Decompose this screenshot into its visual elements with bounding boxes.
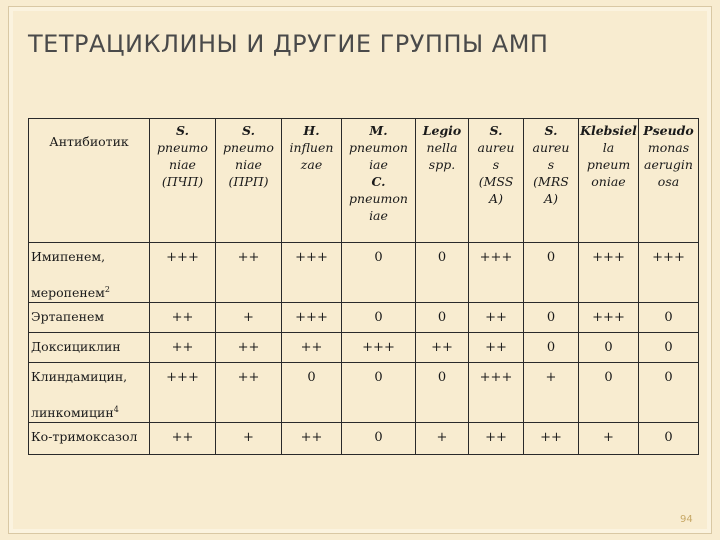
table-cell: 0 bbox=[342, 243, 416, 303]
table-cell: 0 bbox=[639, 363, 699, 423]
page-number: 94 bbox=[680, 514, 693, 525]
header-col-text: (MRS bbox=[533, 174, 569, 189]
header-col-species: S. bbox=[242, 123, 255, 138]
antibiotic-table bbox=[28, 118, 699, 455]
table-cell: 0 bbox=[639, 303, 699, 333]
table-cell: 0 bbox=[524, 333, 579, 363]
header-col bbox=[282, 119, 342, 243]
header-col-text: (ПЧП) bbox=[161, 174, 204, 189]
table-cell: ++ bbox=[150, 333, 216, 363]
table-cell: 0 bbox=[416, 303, 469, 333]
header-col bbox=[469, 119, 524, 243]
header-col-species: Pseudo bbox=[643, 123, 694, 138]
header-col-text: aerugin bbox=[644, 157, 693, 172]
table-cell: + bbox=[524, 363, 579, 423]
row-antibiotic-name: Ко-тримоксазол bbox=[29, 423, 150, 455]
table-cell: 0 bbox=[579, 333, 639, 363]
header-col-text: iae bbox=[369, 157, 388, 172]
header-col-species: H. bbox=[303, 123, 320, 138]
table-cell: 0 bbox=[524, 243, 579, 303]
header-col-text: spp. bbox=[428, 157, 456, 172]
table-cell: ++ bbox=[469, 423, 524, 455]
table-cell: ++ bbox=[469, 333, 524, 363]
table-cell: ++ bbox=[524, 423, 579, 455]
header-antibiotic: Антибиотик bbox=[29, 119, 150, 243]
header-col-text: aureu bbox=[477, 140, 515, 155]
header-col-text: influen bbox=[289, 140, 334, 155]
header-col-text: pneumo bbox=[223, 140, 274, 155]
table-cell: ++ bbox=[150, 303, 216, 333]
header-col-text: pneumon bbox=[349, 140, 408, 155]
table-cell: +++ bbox=[469, 363, 524, 423]
header-col-text: niae bbox=[235, 157, 262, 172]
header-col-text: (MSS bbox=[478, 174, 514, 189]
header-col-text: pneumon bbox=[349, 191, 408, 206]
header-col-text: aureu bbox=[532, 140, 570, 155]
table-body bbox=[29, 243, 699, 455]
header-col bbox=[579, 119, 639, 243]
header-col-text: pneumo bbox=[157, 140, 208, 155]
table-row bbox=[29, 303, 699, 333]
header-col-text: nella bbox=[426, 140, 458, 155]
header-col-text: A) bbox=[489, 191, 503, 206]
table-cell: ++ bbox=[150, 423, 216, 455]
header-col-species: S. bbox=[176, 123, 189, 138]
table-cell: 0 bbox=[342, 423, 416, 455]
table-cell: + bbox=[216, 423, 282, 455]
table-cell: 0 bbox=[342, 303, 416, 333]
header-col-text: s bbox=[547, 157, 555, 172]
header-col-text: s bbox=[492, 157, 500, 172]
header-col-text: zae bbox=[300, 157, 323, 172]
table-row bbox=[29, 423, 699, 455]
row-antibiotic-name: Эртапенем bbox=[29, 303, 150, 333]
header-col-text: osa bbox=[657, 174, 680, 189]
table-row bbox=[29, 363, 699, 423]
row-antibiotic-name: Имипенем, меропенем$^2$ bbox=[29, 243, 150, 303]
header-col-text: A) bbox=[544, 191, 558, 206]
table-cell: +++ bbox=[579, 243, 639, 303]
header-col-text: (ПРП) bbox=[228, 174, 269, 189]
header-col bbox=[342, 119, 416, 243]
table-cell: 0 bbox=[342, 363, 416, 423]
slide-title: ТЕТРАЦИКЛИНЫ И ДРУГИЕ ГРУППЫ АМП bbox=[28, 30, 549, 58]
table-cell: + bbox=[416, 423, 469, 455]
table-cell: +++ bbox=[150, 243, 216, 303]
table-cell: + bbox=[579, 423, 639, 455]
table-cell: 0 bbox=[416, 243, 469, 303]
header-col bbox=[524, 119, 579, 243]
table-cell: ++ bbox=[282, 333, 342, 363]
table-cell: +++ bbox=[579, 303, 639, 333]
header-col bbox=[150, 119, 216, 243]
table-cell: +++ bbox=[639, 243, 699, 303]
table-cell: 0 bbox=[524, 303, 579, 333]
header-col bbox=[216, 119, 282, 243]
table-cell: 0 bbox=[416, 363, 469, 423]
header-col-text: oniae bbox=[591, 174, 626, 189]
header-row bbox=[29, 119, 699, 243]
header-col-species: M. bbox=[369, 123, 388, 138]
table-cell: 0 bbox=[579, 363, 639, 423]
table-cell: ++ bbox=[216, 333, 282, 363]
table-cell: ++ bbox=[282, 423, 342, 455]
header-col-species: Klebsiel bbox=[580, 123, 637, 138]
table-cell: 0 bbox=[639, 423, 699, 455]
table-row bbox=[29, 243, 699, 303]
header-col-text: pneum bbox=[586, 157, 631, 172]
header-col-text: iae bbox=[369, 208, 388, 223]
table-cell: +++ bbox=[282, 243, 342, 303]
header-col-species: S. bbox=[544, 123, 558, 138]
table-cell: 0 bbox=[639, 333, 699, 363]
table-row bbox=[29, 333, 699, 363]
table-cell: +++ bbox=[282, 303, 342, 333]
table-cell: ++ bbox=[216, 243, 282, 303]
header-col-species: Legio bbox=[422, 123, 462, 138]
row-antibiotic-name: Клиндамицин, линкомицин$^4$ bbox=[29, 363, 150, 423]
header-col-text: C. bbox=[371, 174, 386, 189]
table-cell: ++ bbox=[416, 333, 469, 363]
header-col-text: niae bbox=[169, 157, 196, 172]
table-cell: ++ bbox=[216, 363, 282, 423]
header-col-text: la bbox=[602, 140, 615, 155]
header-col bbox=[639, 119, 699, 243]
table-cell: 0 bbox=[282, 363, 342, 423]
table-cell: +++ bbox=[469, 243, 524, 303]
table-cell: +++ bbox=[342, 333, 416, 363]
table-cell: ++ bbox=[469, 303, 524, 333]
table-cell: +++ bbox=[150, 363, 216, 423]
row-antibiotic-name: Доксициклин bbox=[29, 333, 150, 363]
table-cell: + bbox=[216, 303, 282, 333]
header-col-species: S. bbox=[489, 123, 503, 138]
header-col bbox=[416, 119, 469, 243]
header-col-text: monas bbox=[647, 140, 690, 155]
